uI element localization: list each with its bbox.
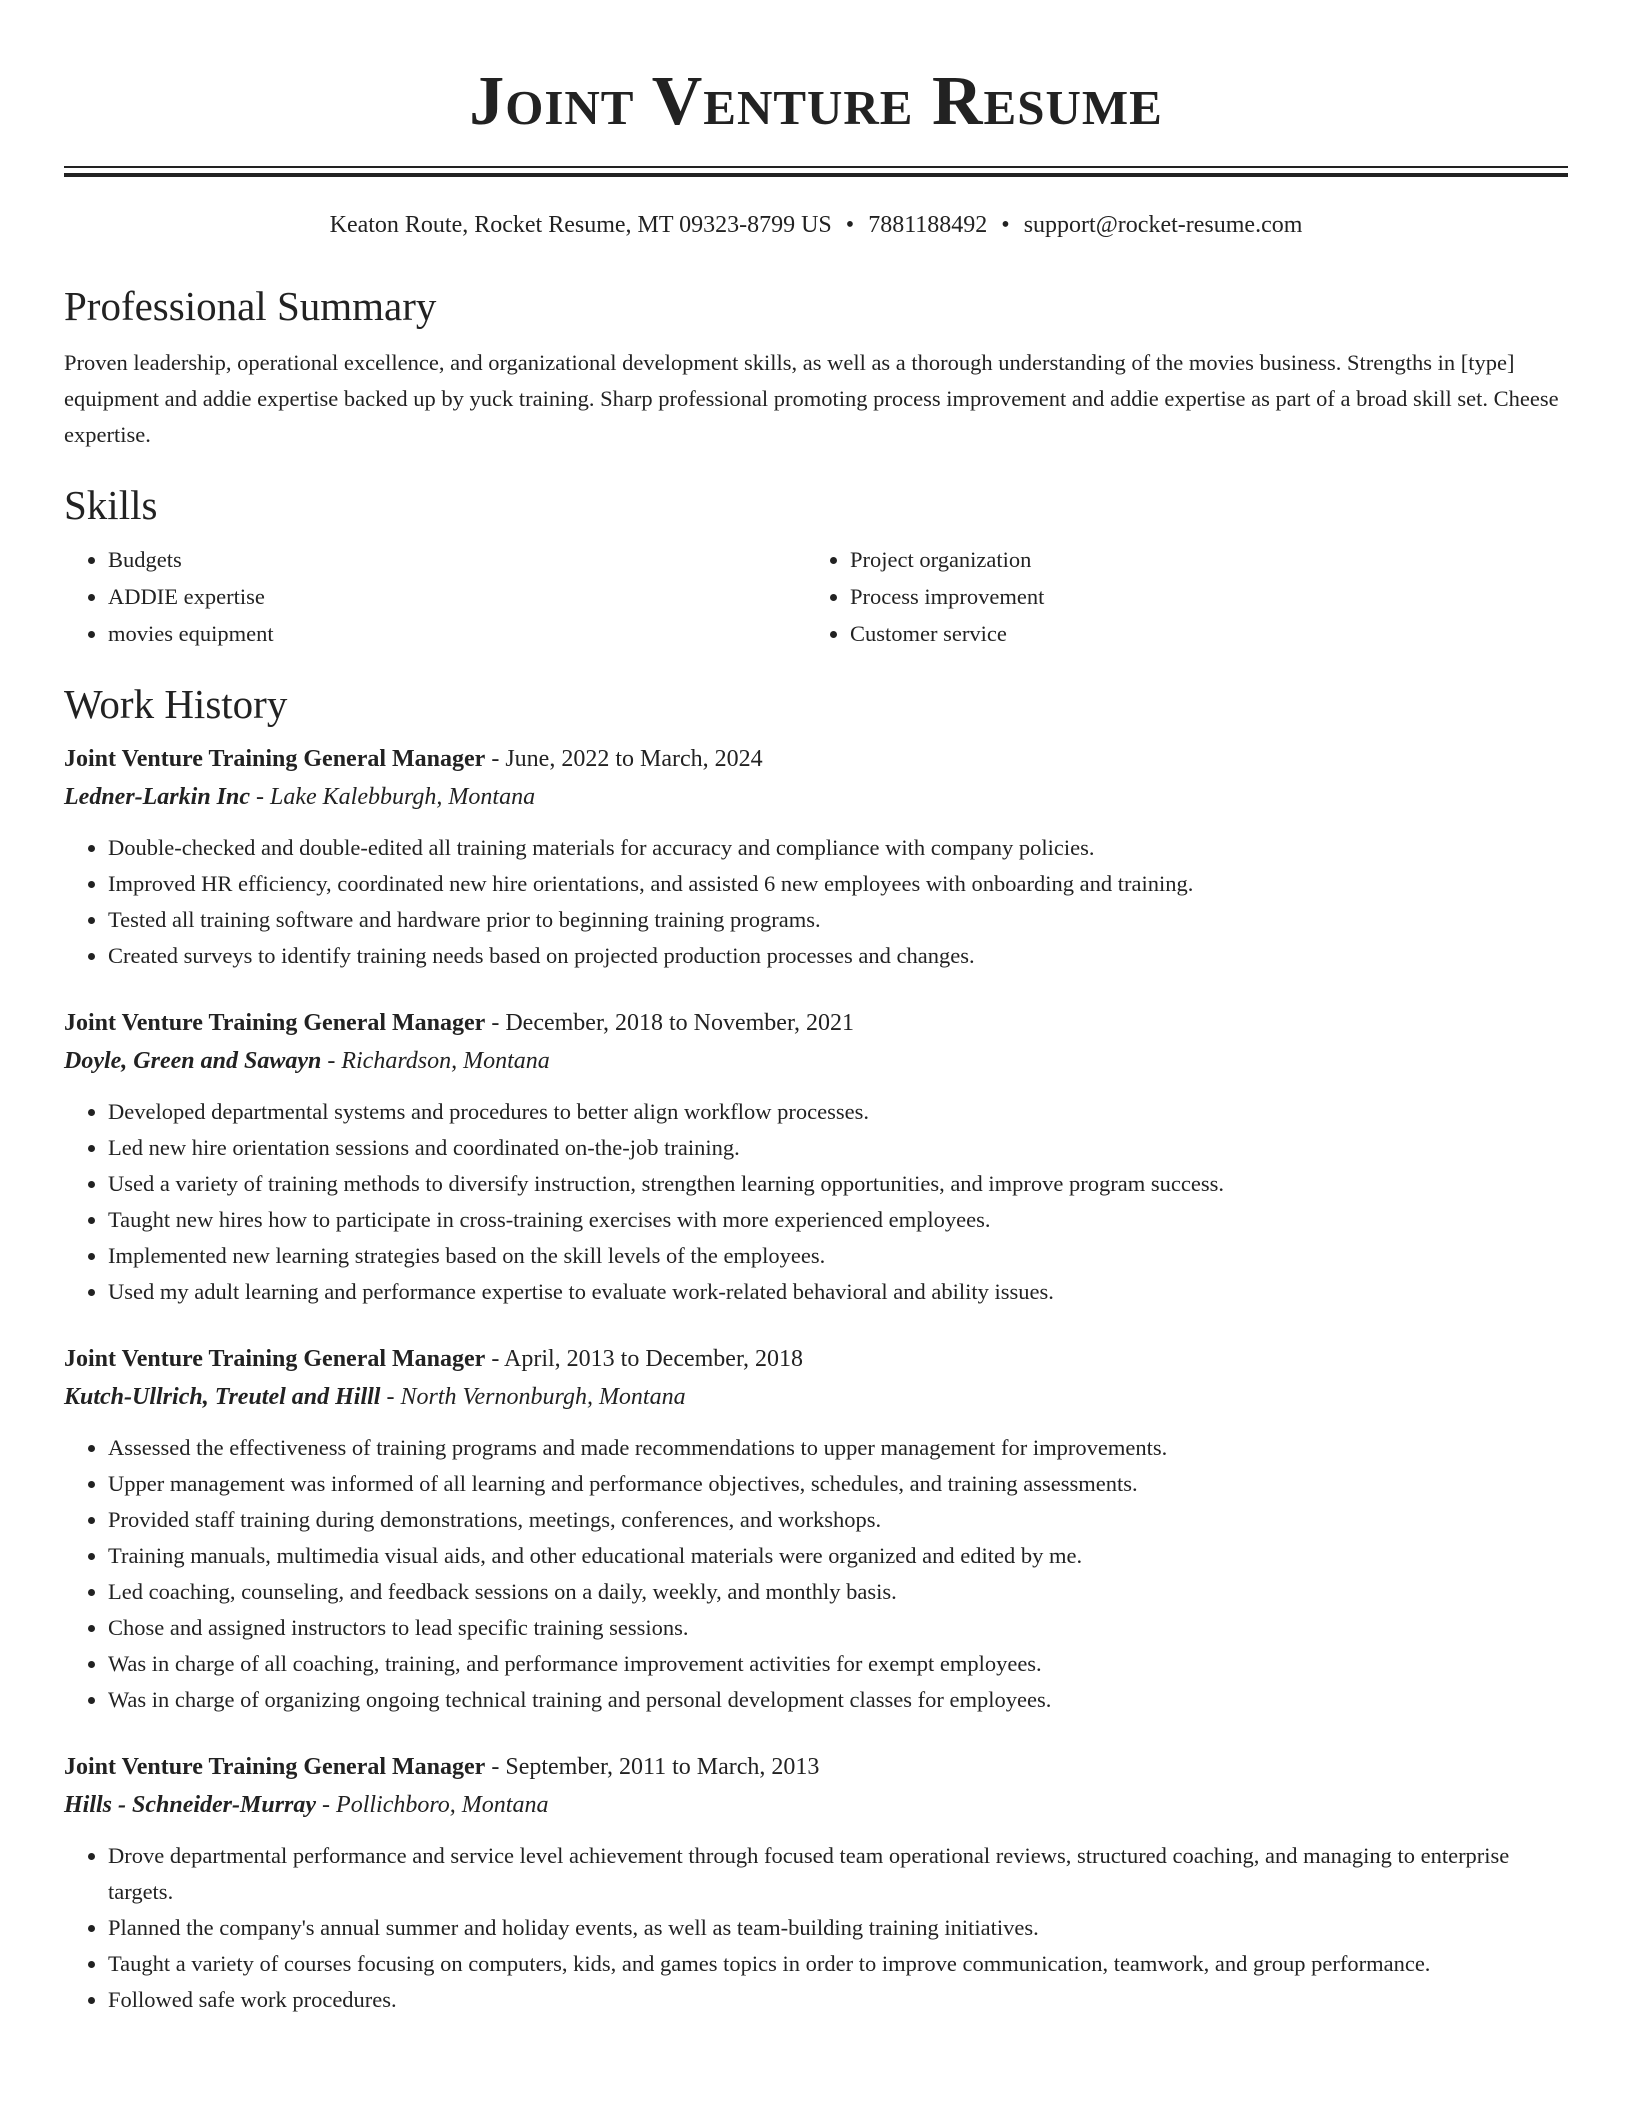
job-header xyxy=(64,740,1568,778)
work-history-heading: Work History xyxy=(64,681,288,727)
job-dash: - xyxy=(485,1346,505,1372)
job-bullet: • Taught a variety of courses focusing on computers, kids, and games topics in order to improve communication, teamwork, and group performance. xyxy=(108,1946,1568,1982)
job-bullet: • Improved HR efficiency, coordinated new hire orientations, and assisted 6 new employees with onboarding and training. xyxy=(108,866,1568,902)
job-company: Kutch-Ullrich, Treutel and Hilll xyxy=(64,1384,381,1410)
job-entry xyxy=(64,740,1568,974)
skills-list xyxy=(64,541,1568,652)
job-organization xyxy=(64,778,1568,816)
job-organization xyxy=(64,1786,1568,1824)
job-header xyxy=(64,1748,1568,1786)
job-entry xyxy=(64,1004,1568,1310)
job-company: Hills - Schneider-Murray xyxy=(64,1792,317,1818)
job-dash: - xyxy=(485,1010,506,1036)
divider-thin-line xyxy=(64,166,1568,168)
contact-phone: 7881188492 xyxy=(868,212,988,238)
job-entry xyxy=(64,1340,1568,1718)
job-bullets xyxy=(64,1838,1568,2018)
job-title: Joint Venture Training General Manager xyxy=(64,1754,486,1780)
summary-text: Proven leadership, operational excellence, and organizational development skills, as well as a thorough understanding of the movies business. Strengths in [type] equipment and addie expertise backed up by yuck training. Sharp professional promoting process improvement and addie expertise as part of a broad skill set. Cheese expertise. xyxy=(64,350,1559,447)
job-dash: - xyxy=(250,784,270,810)
skill-item: • Customer service xyxy=(850,615,1548,652)
job-header xyxy=(64,1340,1568,1378)
job-bullet: • Implemented new learning strategies based on the skill levels of the employees. xyxy=(108,1238,1568,1274)
job-dash: - xyxy=(316,1792,337,1818)
contact-line xyxy=(64,210,1568,240)
job-bullet: • Created surveys to identify training needs based on projected production processes and changes. xyxy=(108,938,1568,974)
contact-separator: • xyxy=(1001,212,1010,238)
job-bullet: • Drove departmental performance and service level achievement through focused team operational reviews, structured coaching, and managing to enterprise targets. xyxy=(108,1838,1568,1910)
job-bullet: • Training manuals, multimedia visual aids, and other educational materials were organized and edited by me. xyxy=(108,1538,1568,1574)
job-bullets xyxy=(64,1430,1568,1718)
job-dash: - xyxy=(380,1384,401,1410)
job-header xyxy=(64,1004,1568,1042)
skill-item: • Project organization xyxy=(850,541,1548,578)
job-company: Doyle, Green and Sawayn xyxy=(64,1048,322,1074)
resume-title: Joint Venture Resume xyxy=(469,63,1163,140)
job-bullets xyxy=(64,1094,1568,1310)
contact-address: Keaton Route, Rocket Resume, MT 09323-8799 US xyxy=(329,212,832,238)
job-title: Joint Venture Training General Manager xyxy=(64,1010,486,1036)
job-bullet: • Was in charge of organizing ongoing technical training and personal development classes for employees. xyxy=(108,1682,1568,1718)
job-bullet: • Provided staff training during demonstrations, meetings, conferences, and workshops. xyxy=(108,1502,1568,1538)
job-organization xyxy=(64,1378,1568,1416)
contact-separator: • xyxy=(845,212,855,238)
job-title: Joint Venture Training General Manager xyxy=(64,1346,486,1372)
job-bullet: • Led coaching, counseling, and feedback sessions on a daily, weekly, and monthly basis. xyxy=(108,1574,1568,1610)
job-dates: June, 2022 to March, 2024 xyxy=(505,746,763,772)
job-dash: - xyxy=(485,746,506,772)
job-bullet: • Used my adult learning and performance expertise to evaluate work-related behavioral and ability issues. xyxy=(108,1274,1568,1310)
job-bullet: • Developed departmental systems and procedures to better align workflow processes. xyxy=(108,1094,1568,1130)
skills-column-right xyxy=(806,541,1548,652)
skill-item: • movies equipment xyxy=(108,615,806,652)
job-organization xyxy=(64,1042,1568,1080)
contact-email: support@rocket-resume.com xyxy=(1023,212,1303,238)
job-dates: April, 2013 to December, 2018 xyxy=(504,1346,803,1372)
job-entry xyxy=(64,1748,1568,2018)
job-bullet: • Tested all training software and hardware prior to beginning training programs. xyxy=(108,902,1568,938)
job-bullet: • Upper management was informed of all learning and performance objectives, schedules, and training assessments. xyxy=(108,1466,1568,1502)
job-bullet: • Assessed the effectiveness of training programs and made recommendations to upper management for improvements. xyxy=(108,1430,1568,1466)
skill-item: • ADDIE expertise xyxy=(108,578,806,615)
job-bullet: • Led new hire orientation sessions and coordinated on-the-job training. xyxy=(108,1130,1568,1166)
job-dates: December, 2018 to November, 2021 xyxy=(505,1010,854,1036)
skill-item: • Process improvement xyxy=(850,578,1548,615)
divider-thick-line xyxy=(64,173,1568,177)
job-bullets xyxy=(64,830,1568,974)
job-location: North Vernonburgh, Montana xyxy=(400,1384,686,1410)
job-location: Pollichboro, Montana xyxy=(336,1792,549,1818)
skills-column-left xyxy=(64,541,806,652)
skill-item: • Budgets xyxy=(108,541,806,578)
job-bullet: • Taught new hires how to participate in cross-training exercises with more experienced employees. xyxy=(108,1202,1568,1238)
job-company: Ledner-Larkin Inc xyxy=(64,784,250,810)
job-bullet: • Used a variety of training methods to diversify instruction, strengthen learning opportunities, and improve program success. xyxy=(108,1166,1568,1202)
job-location: Richardson, Montana xyxy=(341,1048,550,1074)
job-bullet: • Followed safe work procedures. xyxy=(108,1982,1568,2018)
job-bullet: • Chose and assigned instructors to lead specific training sessions. xyxy=(108,1610,1568,1646)
job-dates: September, 2011 to March, 2013 xyxy=(505,1754,820,1780)
skills-heading: Skills xyxy=(64,482,158,528)
summary-heading: Professional Summary xyxy=(64,283,437,329)
resume-page xyxy=(64,0,1568,2018)
title-divider xyxy=(64,166,1568,177)
job-bullet: • Was in charge of all coaching, training, and performance improvement activities for exempt employees. xyxy=(108,1646,1568,1682)
job-dash: - xyxy=(485,1754,506,1780)
job-bullet: • Planned the company's annual summer and holiday events, as well as team-building training initiatives. xyxy=(108,1910,1568,1946)
job-dash: - xyxy=(321,1048,342,1074)
job-title: Joint Venture Training General Manager xyxy=(64,746,486,772)
job-location: Lake Kalebburgh, Montana xyxy=(270,784,536,810)
job-bullet: • Double-checked and double-edited all training materials for accuracy and compliance with company policies. xyxy=(108,830,1568,866)
